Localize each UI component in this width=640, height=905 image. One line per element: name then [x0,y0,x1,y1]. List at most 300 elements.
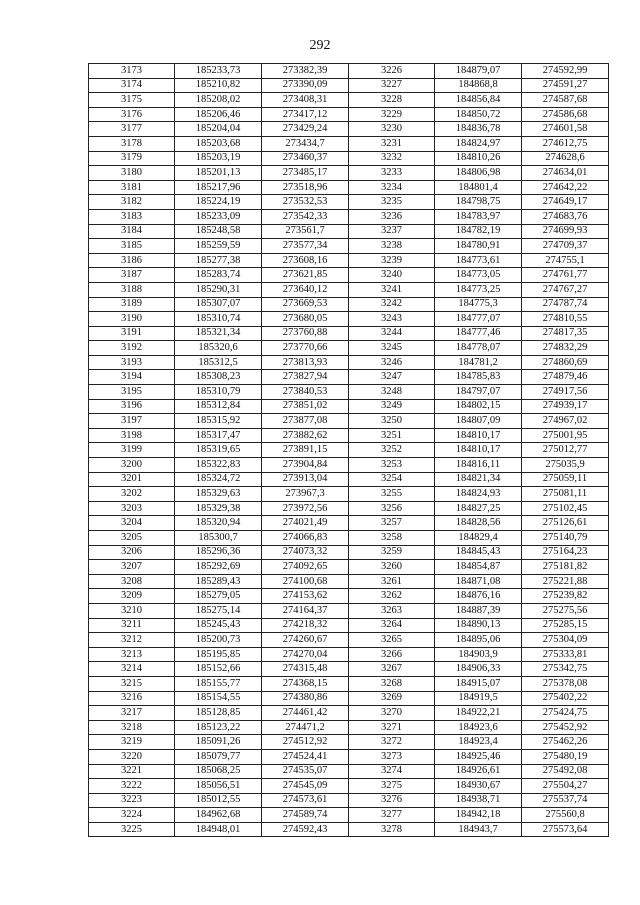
point-number-cell: 3183 [89,209,175,224]
point-number-cell: 3251 [349,428,435,443]
x-coordinate-cell: 185292,69 [175,560,262,575]
y-coordinate-cell: 274810,55 [522,312,609,327]
x-coordinate-cell: 185320,94 [175,516,262,531]
y-coordinate-cell: 275285,15 [522,618,609,633]
point-number-cell: 3235 [349,195,435,210]
y-coordinate-cell: 275304,09 [522,633,609,648]
x-coordinate-cell: 185312,84 [175,399,262,414]
table-row [89,487,609,502]
x-coordinate-cell: 184926,61 [435,764,522,779]
point-number-cell: 3271 [349,720,435,735]
table-row [89,560,609,575]
x-coordinate-cell: 185319,65 [175,443,262,458]
y-coordinate-cell: 273621,85 [262,268,349,283]
table-row [89,706,609,721]
y-coordinate-cell: 274642,22 [522,180,609,195]
x-coordinate-cell: 184919,5 [435,691,522,706]
x-coordinate-cell: 185200,73 [175,633,262,648]
point-number-cell: 3273 [349,749,435,764]
y-coordinate-cell: 274612,75 [522,136,609,151]
point-number-cell: 3186 [89,253,175,268]
y-coordinate-cell: 274100,68 [262,574,349,589]
table-row [89,618,609,633]
table-row [89,676,609,691]
x-coordinate-cell: 185324,72 [175,472,262,487]
point-number-cell: 3212 [89,633,175,648]
point-number-cell: 3187 [89,268,175,283]
y-coordinate-cell: 274683,76 [522,209,609,224]
table-row [89,458,609,473]
y-coordinate-cell: 275342,75 [522,662,609,677]
point-number-cell: 3266 [349,647,435,662]
table-row [89,151,609,166]
y-coordinate-cell: 273485,17 [262,166,349,181]
y-coordinate-cell: 274545,09 [262,779,349,794]
table-row [89,355,609,370]
point-number-cell: 3215 [89,676,175,691]
y-coordinate-cell: 274601,58 [522,122,609,137]
y-coordinate-cell: 274512,92 [262,735,349,750]
table-row [89,531,609,546]
table-row [89,93,609,108]
table-row [89,180,609,195]
point-number-cell: 3190 [89,312,175,327]
y-coordinate-cell: 274270,04 [262,647,349,662]
table-row [89,297,609,312]
x-coordinate-cell: 184782,19 [435,224,522,239]
x-coordinate-cell: 185283,74 [175,268,262,283]
y-coordinate-cell: 273460,37 [262,151,349,166]
table-row [89,662,609,677]
x-coordinate-cell: 184836,78 [435,122,522,137]
y-coordinate-cell: 274967,02 [522,414,609,429]
x-coordinate-cell: 185152,66 [175,662,262,677]
y-coordinate-cell: 274817,35 [522,326,609,341]
point-number-cell: 3234 [349,180,435,195]
y-coordinate-cell: 274260,67 [262,633,349,648]
x-coordinate-cell: 185068,25 [175,764,262,779]
x-coordinate-cell: 184816,11 [435,458,522,473]
y-coordinate-cell: 274634,01 [522,166,609,181]
x-coordinate-cell: 185201,13 [175,166,262,181]
y-coordinate-cell: 274021,49 [262,516,349,531]
y-coordinate-cell: 273904,84 [262,458,349,473]
point-number-cell: 3202 [89,487,175,502]
coordinates-table-body [89,64,609,837]
x-coordinate-cell: 185259,59 [175,239,262,254]
x-coordinate-cell: 185128,85 [175,706,262,721]
table-row [89,589,609,604]
y-coordinate-cell: 275480,19 [522,749,609,764]
point-number-cell: 3231 [349,136,435,151]
x-coordinate-cell: 185245,43 [175,618,262,633]
point-number-cell: 3241 [349,282,435,297]
y-coordinate-cell: 274092,65 [262,560,349,575]
x-coordinate-cell: 184850,72 [435,107,522,122]
table-row [89,136,609,151]
point-number-cell: 3217 [89,706,175,721]
y-coordinate-cell: 273972,56 [262,501,349,516]
y-coordinate-cell: 274573,61 [262,793,349,808]
y-coordinate-cell: 273434,7 [262,136,349,151]
table-row [89,633,609,648]
x-coordinate-cell: 185123,22 [175,720,262,735]
y-coordinate-cell: 274461,42 [262,706,349,721]
point-number-cell: 3189 [89,297,175,312]
table-row [89,793,609,808]
y-coordinate-cell: 274589,74 [262,808,349,823]
y-coordinate-cell: 275164,23 [522,545,609,560]
y-coordinate-cell: 274832,29 [522,341,609,356]
point-number-cell: 3255 [349,487,435,502]
table-row [89,735,609,750]
point-number-cell: 3246 [349,355,435,370]
y-coordinate-cell: 273851,02 [262,399,349,414]
y-coordinate-cell: 275378,08 [522,676,609,691]
x-coordinate-cell: 184806,98 [435,166,522,181]
x-coordinate-cell: 184923,4 [435,735,522,750]
table-row [89,399,609,414]
point-number-cell: 3262 [349,589,435,604]
x-coordinate-cell: 185277,38 [175,253,262,268]
table-row [89,253,609,268]
table-row [89,78,609,93]
x-coordinate-cell: 184890,13 [435,618,522,633]
point-number-cell: 3275 [349,779,435,794]
table-row [89,64,609,79]
point-number-cell: 3222 [89,779,175,794]
table-row [89,501,609,516]
y-coordinate-cell: 274917,56 [522,385,609,400]
point-number-cell: 3267 [349,662,435,677]
x-coordinate-cell: 184845,43 [435,545,522,560]
y-coordinate-cell: 274879,46 [522,370,609,385]
point-number-cell: 3257 [349,516,435,531]
x-coordinate-cell: 185296,36 [175,545,262,560]
y-coordinate-cell: 275059,11 [522,472,609,487]
x-coordinate-cell: 185203,68 [175,136,262,151]
point-number-cell: 3220 [89,749,175,764]
x-coordinate-cell: 185308,23 [175,370,262,385]
point-number-cell: 3272 [349,735,435,750]
point-number-cell: 3239 [349,253,435,268]
x-coordinate-cell: 184801,4 [435,180,522,195]
x-coordinate-cell: 185204,04 [175,122,262,137]
x-coordinate-cell: 184807,09 [435,414,522,429]
x-coordinate-cell: 185315,92 [175,414,262,429]
y-coordinate-cell: 273542,33 [262,209,349,224]
table-row [89,370,609,385]
x-coordinate-cell: 185233,09 [175,209,262,224]
point-number-cell: 3175 [89,93,175,108]
y-coordinate-cell: 273967,3 [262,487,349,502]
x-coordinate-cell: 185329,63 [175,487,262,502]
x-coordinate-cell: 184887,39 [435,603,522,618]
point-number-cell: 3263 [349,603,435,618]
x-coordinate-cell: 184868,8 [435,78,522,93]
y-coordinate-cell: 273429,24 [262,122,349,137]
x-coordinate-cell: 184903,9 [435,647,522,662]
y-coordinate-cell: 275035,9 [522,458,609,473]
x-coordinate-cell: 185091,26 [175,735,262,750]
x-coordinate-cell: 184829,4 [435,531,522,546]
y-coordinate-cell: 274860,69 [522,355,609,370]
point-number-cell: 3207 [89,560,175,575]
x-coordinate-cell: 184915,07 [435,676,522,691]
x-coordinate-cell: 185217,96 [175,180,262,195]
x-coordinate-cell: 185289,43 [175,574,262,589]
y-coordinate-cell: 275560,8 [522,808,609,823]
point-number-cell: 3268 [349,676,435,691]
point-number-cell: 3221 [89,764,175,779]
x-coordinate-cell: 184824,97 [435,136,522,151]
point-number-cell: 3176 [89,107,175,122]
x-coordinate-cell: 184810,26 [435,151,522,166]
x-coordinate-cell: 185275,14 [175,603,262,618]
y-coordinate-cell: 273680,05 [262,312,349,327]
x-coordinate-cell: 184781,2 [435,355,522,370]
point-number-cell: 3191 [89,326,175,341]
point-number-cell: 3182 [89,195,175,210]
page-number: 292 [309,38,331,53]
y-coordinate-cell: 275462,26 [522,735,609,750]
table-row [89,822,609,837]
point-number-cell: 3192 [89,341,175,356]
x-coordinate-cell: 184773,25 [435,282,522,297]
x-coordinate-cell: 184828,56 [435,516,522,531]
point-number-cell: 3245 [349,341,435,356]
x-coordinate-cell: 185279,05 [175,589,262,604]
x-coordinate-cell: 185310,74 [175,312,262,327]
point-number-cell: 3232 [349,151,435,166]
table-row [89,385,609,400]
y-coordinate-cell: 273608,16 [262,253,349,268]
y-coordinate-cell: 275424,75 [522,706,609,721]
x-coordinate-cell: 184810,17 [435,428,522,443]
x-coordinate-cell: 185321,34 [175,326,262,341]
x-coordinate-cell: 185329,38 [175,501,262,516]
y-coordinate-cell: 273640,12 [262,282,349,297]
point-number-cell: 3199 [89,443,175,458]
x-coordinate-cell: 184854,87 [435,560,522,575]
y-coordinate-cell: 273877,08 [262,414,349,429]
x-coordinate-cell: 184824,93 [435,487,522,502]
point-number-cell: 3184 [89,224,175,239]
x-coordinate-cell: 184876,16 [435,589,522,604]
point-number-cell: 3256 [349,501,435,516]
y-coordinate-cell: 273669,53 [262,297,349,312]
x-coordinate-cell: 185155,77 [175,676,262,691]
point-number-cell: 3238 [349,239,435,254]
x-coordinate-cell: 184798,75 [435,195,522,210]
table-row [89,282,609,297]
point-number-cell: 3208 [89,574,175,589]
x-coordinate-cell: 184827,25 [435,501,522,516]
x-coordinate-cell: 185224,19 [175,195,262,210]
y-coordinate-cell: 273577,34 [262,239,349,254]
y-coordinate-cell: 275573,64 [522,822,609,837]
y-coordinate-cell: 274939,17 [522,399,609,414]
point-number-cell: 3174 [89,78,175,93]
y-coordinate-cell: 273813,93 [262,355,349,370]
y-coordinate-cell: 274755,1 [522,253,609,268]
x-coordinate-cell: 184922,21 [435,706,522,721]
y-coordinate-cell: 274592,99 [522,64,609,79]
y-coordinate-cell: 274153,62 [262,589,349,604]
x-coordinate-cell: 185307,07 [175,297,262,312]
point-number-cell: 3195 [89,385,175,400]
y-coordinate-cell: 274218,32 [262,618,349,633]
y-coordinate-cell: 273532,53 [262,195,349,210]
x-coordinate-cell: 184780,91 [435,239,522,254]
x-coordinate-cell: 185154,55 [175,691,262,706]
point-number-cell: 3197 [89,414,175,429]
y-coordinate-cell: 275102,45 [522,501,609,516]
x-coordinate-cell: 184925,46 [435,749,522,764]
table-row [89,414,609,429]
y-coordinate-cell: 274587,68 [522,93,609,108]
point-number-cell: 3188 [89,282,175,297]
point-number-cell: 3178 [89,136,175,151]
table-row [89,312,609,327]
x-coordinate-cell: 185233,73 [175,64,262,79]
point-number-cell: 3218 [89,720,175,735]
table-row [89,749,609,764]
y-coordinate-cell: 273382,39 [262,64,349,79]
table-row [89,808,609,823]
table-row [89,691,609,706]
x-coordinate-cell: 185195,85 [175,647,262,662]
point-number-cell: 3224 [89,808,175,823]
x-coordinate-cell: 184930,67 [435,779,522,794]
point-number-cell: 3180 [89,166,175,181]
y-coordinate-cell: 275452,92 [522,720,609,735]
y-coordinate-cell: 275333,81 [522,647,609,662]
table-row [89,647,609,662]
y-coordinate-cell: 275402,22 [522,691,609,706]
y-coordinate-cell: 275126,61 [522,516,609,531]
table-row [89,574,609,589]
x-coordinate-cell: 185203,19 [175,151,262,166]
point-number-cell: 3200 [89,458,175,473]
y-coordinate-cell: 275001,95 [522,428,609,443]
point-number-cell: 3201 [89,472,175,487]
y-coordinate-cell: 273840,53 [262,385,349,400]
table-row [89,326,609,341]
point-number-cell: 3219 [89,735,175,750]
y-coordinate-cell: 273561,7 [262,224,349,239]
x-coordinate-cell: 184821,34 [435,472,522,487]
point-number-cell: 3252 [349,443,435,458]
table-row [89,720,609,735]
point-number-cell: 3185 [89,239,175,254]
y-coordinate-cell: 273408,31 [262,93,349,108]
table-row [89,428,609,443]
y-coordinate-cell: 274649,17 [522,195,609,210]
point-number-cell: 3210 [89,603,175,618]
y-coordinate-cell: 274586,68 [522,107,609,122]
y-coordinate-cell: 274066,83 [262,531,349,546]
table-row [89,764,609,779]
point-number-cell: 3237 [349,224,435,239]
x-coordinate-cell: 185300,7 [175,531,262,546]
y-coordinate-cell: 274699,93 [522,224,609,239]
point-number-cell: 3211 [89,618,175,633]
point-number-cell: 3229 [349,107,435,122]
x-coordinate-cell: 184810,17 [435,443,522,458]
y-coordinate-cell: 274592,43 [262,822,349,837]
x-coordinate-cell: 184938,71 [435,793,522,808]
point-number-cell: 3274 [349,764,435,779]
y-coordinate-cell: 275239,82 [522,589,609,604]
point-number-cell: 3194 [89,370,175,385]
y-coordinate-cell: 275537,74 [522,793,609,808]
x-coordinate-cell: 185317,47 [175,428,262,443]
x-coordinate-cell: 185290,31 [175,282,262,297]
table-row [89,239,609,254]
table-row [89,107,609,122]
point-number-cell: 3177 [89,122,175,137]
point-number-cell: 3227 [349,78,435,93]
x-coordinate-cell: 184802,15 [435,399,522,414]
point-number-cell: 3216 [89,691,175,706]
table-row [89,603,609,618]
point-number-cell: 3233 [349,166,435,181]
x-coordinate-cell: 185312,5 [175,355,262,370]
x-coordinate-cell: 184948,01 [175,822,262,837]
point-number-cell: 3261 [349,574,435,589]
y-coordinate-cell: 274524,41 [262,749,349,764]
table-row [89,516,609,531]
x-coordinate-cell: 185208,02 [175,93,262,108]
x-coordinate-cell: 184773,61 [435,253,522,268]
x-coordinate-cell: 184778,07 [435,341,522,356]
y-coordinate-cell: 273882,62 [262,428,349,443]
y-coordinate-cell: 275181,82 [522,560,609,575]
x-coordinate-cell: 185310,79 [175,385,262,400]
x-coordinate-cell: 185056,51 [175,779,262,794]
y-coordinate-cell: 273770,66 [262,341,349,356]
x-coordinate-cell: 184962,68 [175,808,262,823]
y-coordinate-cell: 275492,08 [522,764,609,779]
point-number-cell: 3214 [89,662,175,677]
table-row [89,122,609,137]
x-coordinate-cell: 184783,97 [435,209,522,224]
y-coordinate-cell: 274628,6 [522,151,609,166]
x-coordinate-cell: 185320,6 [175,341,262,356]
point-number-cell: 3249 [349,399,435,414]
point-number-cell: 3242 [349,297,435,312]
x-coordinate-cell: 184879,07 [435,64,522,79]
point-number-cell: 3198 [89,428,175,443]
point-number-cell: 3259 [349,545,435,560]
point-number-cell: 3250 [349,414,435,429]
y-coordinate-cell: 273913,04 [262,472,349,487]
x-coordinate-cell: 184923,6 [435,720,522,735]
table-row [89,268,609,283]
x-coordinate-cell: 184906,33 [435,662,522,677]
table-row [89,443,609,458]
table-row [89,224,609,239]
x-coordinate-cell: 185012,55 [175,793,262,808]
point-number-cell: 3270 [349,706,435,721]
y-coordinate-cell: 274315,48 [262,662,349,677]
point-number-cell: 3277 [349,808,435,823]
point-number-cell: 3230 [349,122,435,137]
point-number-cell: 3228 [349,93,435,108]
point-number-cell: 3213 [89,647,175,662]
x-coordinate-cell: 185079,77 [175,749,262,764]
